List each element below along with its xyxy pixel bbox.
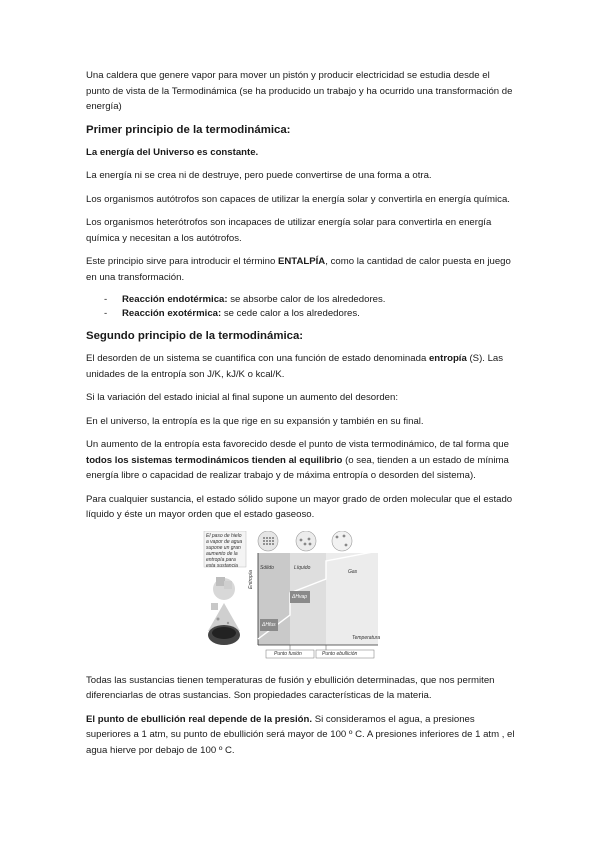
- y-axis-label: Entropía: [248, 569, 254, 589]
- list-item: [86, 293, 516, 307]
- equilibrium-definition-text: (o sea, tienden a un estado de mínima energía libre o capacidad de realizar trabajo y de máxima entropía o desorden del sistema).: [86, 454, 509, 481]
- endothermic-text: se absorbe calor de los alrededores.: [227, 294, 386, 305]
- dhvap-label: ΔHvap: [292, 593, 308, 600]
- fusion-point-label: Punto fusión: [274, 650, 302, 657]
- section1-paragraph-3: Los organismos heterótrofos son incapaces de utilizar energía solar para convertirla en energía química y necesitan a los autótrofos.: [86, 217, 492, 244]
- exothermic-text: se cede calor a los alrededores.: [221, 307, 360, 319]
- boiling-pressure-term: El punto de ebullición real depende de la presión.: [86, 713, 313, 725]
- entropy-units-text: (S). Las unidades de la entropía son J/K, kJ/K o kcal/K.: [86, 353, 504, 380]
- molecule-circles: [258, 531, 352, 551]
- solid-label: Sólido: [260, 564, 274, 571]
- liquid-label: Líquido: [294, 564, 311, 571]
- equilibrium-intro-text: Un aumento de la entropía esta favorecido desde el punto de vista termodinámico, de tal forma que: [86, 439, 509, 450]
- section2-paragraph-3: En el universo, la entropía es la que rige en su expansión y también en su final.: [86, 415, 424, 427]
- list-dash: -: [104, 294, 108, 305]
- enthalpy-intro-text: Este principio sirve para introducir el término: [86, 256, 278, 267]
- section2-paragraph-2: Si la variación del estado inicial al final supone un aumento del desorden:: [86, 392, 398, 403]
- x-axis-label: Temperatura: [352, 634, 381, 641]
- section2-paragraph-1: [86, 351, 516, 382]
- enthalpy-definition-text: , como la cantidad de calor puesta en juego en una transformación.: [86, 256, 511, 283]
- gas-region: [326, 553, 381, 645]
- list-item: [86, 307, 516, 321]
- boiling-pressure-text: Si consideramos el agua, a presiones superiores a 1 atm, su punto de ebullición será mayor de 100 º C. A presiones inferiores de 1 atm , el agua hierve por debajo de 100 º C.: [86, 713, 515, 756]
- section2-paragraph-5: Para cualquier sustancia, el estado sólido supone un mayor grado de orden molecular que el estado líquido y éste un mayor orden que el estado gaseoso.: [86, 493, 513, 520]
- section2-heading: Segundo principio de la termodinámica:: [86, 330, 304, 342]
- properties-paragraph: Todas las sustancias tienen temperaturas de fusión y ebullición determinadas, que nos permiten diferenciarlas de otras sustancias. Son propiedades características de la materia.: [86, 674, 495, 701]
- section1-paragraph-1: La energía ni se crea ni de destruye, pero puede convertirse de una forma a otra.: [86, 170, 432, 181]
- exothermic-term: Reacción exotérmica:: [122, 307, 222, 319]
- equilibrium-term: todos los sistemas termodinámicos tienden al equilibrio: [86, 454, 343, 466]
- section1-paragraph-4: [86, 254, 516, 285]
- intro-paragraph: Una caldera que genere vapor para mover un pistón y producir electricidad se estudia desde el punto de vista de la Termodinámica (se ha producido un trabajo y ha ocurrido una transformación de energía): [86, 70, 513, 112]
- entropy-term: entropía: [428, 353, 467, 364]
- boiling-point-label: Punto ebullición: [322, 650, 358, 657]
- gas-label: Gas: [348, 568, 358, 575]
- dhfus-label: ΔHfus: [262, 621, 276, 628]
- section1-heading: Primer principio de la termodinámica:: [86, 123, 291, 136]
- boiling-pressure-paragraph: [86, 712, 516, 759]
- document-page: [86, 68, 516, 766]
- section2-paragraph-4: [86, 437, 516, 484]
- section1-statement: La energía del Universo es constante.: [86, 146, 259, 158]
- figure-callout: El paso de hielo a vapor de agua supone un gran aumento de la entropía para esta sustancia: [206, 532, 243, 569]
- entropy-intro-text: El desorden de un sistema se cuantifica con una función de estado denominada: [86, 353, 429, 364]
- entropy-states-figure: [202, 531, 381, 663]
- section1-paragraph-2: Los organismos autótrofos son capaces de utilizar la energía solar y convertirla en energía química.: [86, 193, 510, 205]
- reaction-types-list: [86, 293, 516, 320]
- list-dash: -: [104, 307, 108, 319]
- endothermic-term: Reacción endotérmica:: [122, 294, 228, 305]
- enthalpy-term: ENTALPÍA: [277, 256, 326, 267]
